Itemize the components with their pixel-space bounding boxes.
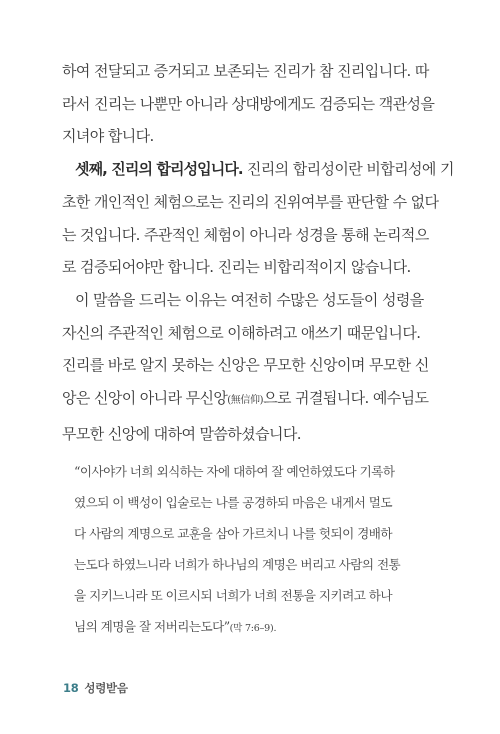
page-footer — [63, 680, 128, 696]
paragraph-line: 초한 개인적인 체험으로는 진리의 진위여부를 판단할 수 없다 — [62, 192, 439, 211]
book-title: 성령받음 — [84, 681, 128, 695]
paragraph-line: 는 것입니다. 주관적인 체험이 아니라 성경을 통해 논리적으 — [62, 225, 429, 244]
section-heading: 셋째, 진리의 합리성입니다. — [75, 160, 243, 179]
quote-line: “이사야가 너희 외식하는 자에 대하여 잘 예언하였도다 기록하 — [74, 464, 395, 479]
quote-line: 을 지키느니라 또 이르시되 너희가 너희 전통을 지키려고 하나 — [74, 588, 393, 603]
paragraph-line — [62, 382, 434, 418]
quote-line: 는도다 하였느니라 너희가 하나님의 계명은 버리고 사람의 전통 — [74, 557, 401, 572]
hanja-annotation: (無信仰) — [227, 395, 264, 407]
quote-line: 다 사람의 계명으로 교훈을 삼아 가르치니 나를 헛되이 경배하 — [74, 526, 393, 541]
quote-text: 님의 계명을 잘 저버리는도다” — [74, 619, 230, 634]
body-text — [62, 55, 454, 450]
paragraph-text: 진리의 합리성이란 비합리성에 기 — [242, 160, 454, 179]
paragraph-line: 라서 진리는 나뿐만 아니라 상대방에게도 검증되는 객관성을 — [62, 94, 435, 113]
paragraph-text: 으로 귀결됩니다. 예수님도 — [263, 389, 429, 408]
paragraph-line: 지녀야 합니다. — [62, 127, 154, 146]
paragraph-line: 이 말씀을 드리는 이유는 여전히 수많은 성도들이 성령을 — [75, 290, 424, 309]
paragraph-line — [62, 153, 454, 186]
scripture-quote — [74, 456, 424, 644]
paragraph-line: 로 검증되어야만 합니다. 진리는 비합리적이지 않습니다. — [62, 258, 411, 277]
paragraph-line: 하여 전달되고 증거되고 보존되는 진리가 참 진리입니다. 따 — [62, 62, 429, 80]
paragraph-line: 진리를 바로 알지 못하는 신앙은 무모한 신앙이며 무모한 신 — [62, 356, 429, 375]
page-number: 18 — [63, 681, 79, 695]
quote-line — [74, 611, 424, 644]
quote-line: 였으되 이 백성이 입술로는 나를 공경하되 마음은 내게서 멀도 — [74, 495, 393, 510]
scripture-reference: (막 7:6–9). — [229, 623, 277, 634]
paragraph-text: 앙은 신앙이 아니라 무신앙 — [62, 389, 228, 408]
paragraph-line: 자신의 주관적인 체험으로 이해하려고 애쓰기 때문입니다. — [62, 323, 421, 342]
paragraph-line: 무모한 신앙에 대하여 말씀하셨습니다. — [62, 424, 301, 443]
